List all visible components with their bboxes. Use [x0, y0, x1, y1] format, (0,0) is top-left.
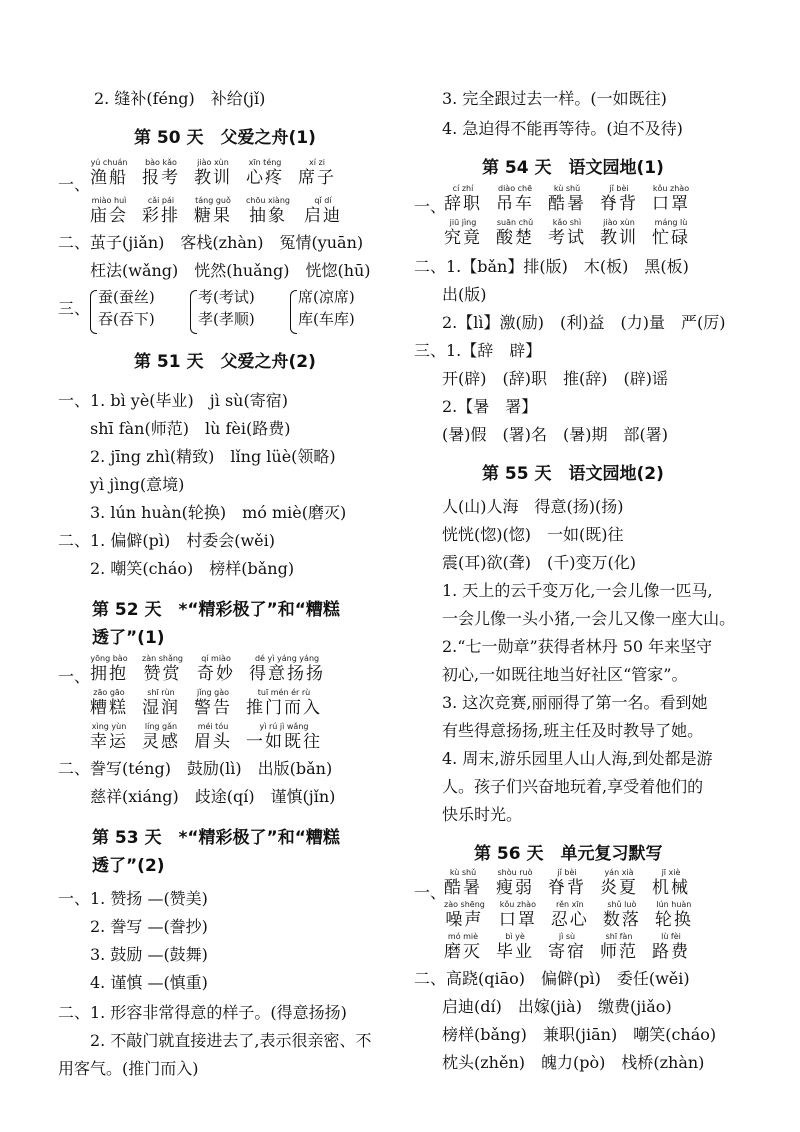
pinyin-text: shòu ruò [497, 868, 533, 877]
word-with-pinyin [197, 654, 235, 684]
answer-line: 用客气。(推门而入) [58, 1059, 199, 1078]
word-with-pinyin [444, 218, 482, 248]
pinyin-text: diào chē [497, 184, 533, 193]
word-with-pinyin [652, 184, 690, 214]
brace-entry: 库(车库) [298, 310, 355, 328]
chinese-word: 轮换 [654, 910, 693, 930]
chinese-word: 究竟 [444, 228, 482, 248]
chinese-word: 湿润 [142, 698, 180, 718]
pinyin-text: jī xiè [661, 868, 681, 877]
section-heading-day53-cont: 透了”(2) [92, 856, 165, 876]
pinyin-text: miào huì [91, 196, 127, 205]
answer-line: 2.“七一勋章”获得者林丹 50 年来坚守 [442, 637, 713, 656]
section-heading-day55: 第 55 天 语文园地(2) [482, 464, 664, 484]
chinese-word: 口罩 [652, 194, 690, 214]
answer-line: 一会儿像一头小猪,一会儿又像一座大山。 [442, 609, 736, 628]
item-label: 一、 [414, 883, 447, 902]
pinyin-text: kù shǔ [553, 184, 581, 193]
section-heading-day52-cont: 透了”(1) [92, 628, 165, 648]
chinese-word: 忙碌 [652, 228, 690, 248]
section-heading-day56: 第 56 天 单元复习默写 [474, 844, 663, 864]
pinyin-text: rěn xīn [556, 900, 584, 909]
answer-line: 出(版) [442, 285, 487, 304]
chinese-word: 启迪 [303, 206, 342, 226]
word-with-pinyin [298, 158, 336, 188]
chinese-word: 酸楚 [496, 228, 534, 248]
brace-mark [90, 290, 97, 334]
answer-line: 3. 完全跟过去一样。(一如既往) [442, 89, 667, 108]
word-with-pinyin [194, 196, 232, 226]
pinyin-text: bì yè [505, 932, 525, 941]
section-heading-day50: 第 50 天 父爱之舟(1) [134, 128, 316, 148]
answer-line: 2.【lì】激(励) (利)益 (力)量 严(厉) [442, 313, 726, 332]
word-with-pinyin [548, 218, 586, 248]
pinyin-text: jǐng gào [196, 688, 229, 697]
pinyin-row [90, 158, 350, 188]
chinese-word: 脊背 [600, 194, 638, 214]
chinese-word: 炎夏 [600, 878, 638, 898]
pinyin-text: méi tóu [197, 722, 229, 731]
pinyin-text: jiū jìng [449, 218, 477, 227]
answer-line: 4. 谨慎 —(慎重) [90, 973, 208, 992]
word-with-pinyin [90, 196, 128, 226]
pinyin-text: yú chuán [90, 158, 128, 167]
answer-line: 开(辟) (辞)职 推(辞) (辟)谣 [442, 369, 668, 388]
answer-line: 三、1.【辞 辟】 [414, 341, 542, 360]
chinese-word: 考试 [548, 228, 586, 248]
word-with-pinyin [496, 184, 534, 214]
answer-line: 2. 誊写 —(誊抄) [90, 917, 208, 936]
answer-line: 恍恍(惚)(惚) 一如(既)往 [442, 525, 624, 544]
word-with-pinyin [194, 158, 232, 188]
answer-line: 2.【暑 署】 [442, 397, 538, 416]
word-with-pinyin [142, 158, 180, 188]
chinese-word: 心疼 [246, 168, 284, 188]
word-with-pinyin [603, 900, 641, 930]
chinese-word: 庙会 [90, 206, 128, 226]
word-with-pinyin [246, 158, 284, 188]
chinese-word: 抽象 [248, 206, 287, 226]
word-with-pinyin [142, 196, 180, 226]
answer-line: 枕头(zhěn) 魄力(pò) 栈桥(zhàn) [442, 1053, 705, 1072]
pinyin-row [444, 868, 704, 898]
word-with-pinyin [655, 900, 693, 930]
pinyin-text: tuī mén ér rù [257, 688, 311, 697]
pinyin-text: qí miào [201, 654, 231, 663]
pinyin-row [90, 654, 339, 684]
chinese-word: 酷暑 [548, 194, 586, 214]
answer-line: shī fàn(师范) lù fèi(路费) [90, 419, 291, 438]
answer-line: 2. 嘲笑(cháo) 榜样(bǎng) [90, 559, 295, 578]
chinese-word: 灵感 [142, 732, 180, 752]
answer-line: 二、1.【bǎn】排(版) 木(板) 黑(板) [414, 257, 689, 276]
answer-line: 二、茧子(jiǎn) 客栈(zhàn) 冤情(yuān) [58, 233, 364, 252]
word-with-pinyin [142, 688, 180, 718]
chinese-word: 数落 [602, 910, 641, 930]
section-heading-day54: 第 54 天 语文园地(1) [482, 158, 664, 178]
chinese-word: 彩排 [142, 206, 180, 226]
pinyin-text: kǒu zhào [499, 900, 536, 909]
pinyin-row [444, 184, 704, 214]
answer-line: 4. 周末,游乐园里人山人海,到处都是游 [442, 749, 713, 768]
chinese-word: 教训 [600, 228, 638, 248]
brace-mark [290, 290, 297, 334]
chinese-word: 奇妙 [197, 664, 236, 684]
pinyin-row [90, 196, 356, 226]
chinese-word: 毕业 [496, 942, 534, 962]
word-with-pinyin [600, 868, 638, 898]
word-with-pinyin [548, 932, 586, 962]
brace-group [298, 286, 355, 330]
answer-line: 初心,一如既往地当好社区“管家”。 [442, 665, 688, 684]
pinyin-text: kǎo shì [552, 218, 582, 227]
pinyin-text: cǎi pái [147, 196, 175, 205]
answer-line: 一、1. 赞扬 —(赞美) [58, 889, 208, 908]
pinyin-text: kǒu zhào [652, 184, 690, 193]
chinese-word: 瘦弱 [496, 878, 534, 898]
pinyin-text: lù fèi [661, 932, 681, 941]
chinese-word: 路费 [652, 942, 690, 962]
word-with-pinyin [444, 932, 482, 962]
pinyin-text: zàn shǎng [142, 654, 184, 663]
word-with-pinyin [600, 218, 638, 248]
answer-line: (暑)假 (署)名 (暑)期 部(署) [442, 425, 668, 444]
item-label: 一、 [58, 175, 91, 194]
chinese-word: 吊车 [496, 194, 534, 214]
pinyin-text: chōu xiàng [246, 196, 290, 205]
word-with-pinyin [600, 932, 638, 962]
answer-line: 慈祥(xiáng) 歧途(qí) 谨慎(jǐn) [90, 787, 336, 806]
word-with-pinyin [499, 900, 537, 930]
answer-line: 枉法(wǎng) 恍然(huǎng) 恍惚(hū) [90, 261, 371, 280]
pinyin-text: jiào xùn [603, 218, 635, 227]
item-label: 一、 [414, 197, 447, 216]
answer-line: 2. jīng zhì(精致) lǐng lüè(领略) [90, 447, 336, 466]
word-with-pinyin [652, 868, 690, 898]
brace-group [98, 286, 155, 330]
chinese-word: 一如既往 [246, 732, 322, 752]
pinyin-text: mó miè [447, 932, 479, 941]
word-with-pinyin [194, 722, 232, 752]
brace-group [198, 286, 255, 330]
pinyin-text: yì rú jì wǎng [259, 722, 309, 731]
chinese-word: 噪声 [445, 910, 484, 930]
pinyin-text: yōng bào [90, 654, 128, 663]
chinese-word: 忍心 [550, 910, 589, 930]
answer-line: 4. 急迫得不能再等待。(迫不及待) [442, 119, 683, 138]
word-with-pinyin [304, 196, 342, 226]
chinese-word: 口罩 [498, 910, 537, 930]
word-with-pinyin [90, 722, 128, 752]
pinyin-row [444, 932, 704, 962]
pinyin-row [90, 688, 336, 718]
pinyin-row [444, 218, 704, 248]
answer-line: 3. 这次竞赛,丽丽得了第一名。看到她 [442, 693, 708, 712]
pinyin-text: bào kǎo [145, 158, 177, 167]
pinyin-text: zào shēng [444, 900, 485, 909]
word-with-pinyin [496, 932, 534, 962]
answer-line: 震(耳)欲(聋) (千)变万(化) [442, 553, 636, 572]
pinyin-text: yán xià [604, 868, 634, 877]
chinese-word: 幸运 [90, 732, 128, 752]
section-heading-day53: 第 53 天 *“精彩极了”和“糟糕 [92, 828, 340, 848]
answer-line: yì jìng(意境) [90, 475, 185, 494]
pinyin-text: xí zi [309, 158, 325, 167]
word-with-pinyin [551, 900, 589, 930]
chinese-word: 教训 [194, 168, 232, 188]
pinyin-text: máng lù [654, 218, 688, 227]
answer-line: 二、1. 偏僻(pì) 村委会(wěi) [58, 531, 275, 550]
chinese-word: 师范 [600, 942, 638, 962]
section-heading-day51: 第 51 天 父爱之舟(2) [134, 352, 316, 372]
word-with-pinyin [496, 868, 534, 898]
pinyin-text: jiào xùn [197, 158, 229, 167]
word-with-pinyin [194, 688, 232, 718]
answer-line: 1. 天上的云千变万化,一会儿像一匹马, [442, 581, 713, 600]
word-with-pinyin [444, 184, 482, 214]
word-with-pinyin [90, 654, 128, 684]
chinese-word: 磨灭 [444, 942, 482, 962]
word-with-pinyin [246, 196, 290, 226]
answer-line: 榜样(bǎng) 兼职(jiān) 嘲笑(cháo) [442, 1025, 717, 1044]
chinese-word: 推门而入 [246, 698, 322, 718]
answer-line: 3. lún huàn(轮换) mó miè(磨灭) [90, 503, 347, 522]
answer-line: 2. 缝补(féng) 补给(jǐ) [94, 89, 266, 108]
word-with-pinyin [142, 722, 180, 752]
pinyin-text: líng gǎn [144, 722, 178, 731]
answer-line: 2. 不敲门就直接进去了,表示很亲密、不 [90, 1031, 372, 1050]
brace-entry: 蚕(蚕丝) [98, 288, 155, 306]
pinyin-text: shī fàn [605, 932, 633, 941]
answer-line: 启迪(dí) 出嫁(jià) 缴费(jiǎo) [442, 997, 672, 1016]
chinese-word: 拥抱 [90, 664, 128, 684]
chinese-word: 脊背 [548, 878, 586, 898]
brace-mark [190, 290, 197, 334]
word-with-pinyin [600, 184, 638, 214]
pinyin-text: lún huàn [656, 900, 692, 909]
pinyin-text: dé yì yáng yáng [254, 654, 320, 663]
word-with-pinyin [444, 868, 482, 898]
word-with-pinyin [444, 900, 485, 930]
chinese-word: 糖果 [194, 206, 232, 226]
chinese-word: 警告 [194, 698, 232, 718]
pinyin-text: jǐ bèi [609, 184, 629, 193]
word-with-pinyin [90, 158, 128, 188]
pinyin-text: táng guǒ [195, 196, 231, 205]
word-with-pinyin [246, 688, 322, 718]
item-label: 一、 [58, 667, 91, 686]
answer-line: 二、誊写(téng) 鼓励(lì) 出版(bǎn) [58, 759, 333, 778]
chinese-word: 寄宿 [548, 942, 586, 962]
chinese-word: 眉头 [194, 732, 232, 752]
answer-line: 快乐时光。 [442, 805, 523, 824]
pinyin-text: cí zhí [452, 184, 474, 193]
chinese-word: 渔船 [90, 168, 128, 188]
answer-line: 二、高跷(qiāo) 偏僻(pì) 委任(wěi) [414, 969, 690, 988]
chinese-word: 赞赏 [143, 664, 182, 684]
word-with-pinyin [652, 932, 690, 962]
chinese-word: 报考 [142, 168, 180, 188]
chinese-word: 席子 [298, 168, 336, 188]
pinyin-text: suān chǔ [496, 218, 534, 227]
brace-entry: 席(凉席) [298, 288, 355, 306]
chinese-word: 酷暑 [444, 878, 482, 898]
word-with-pinyin [496, 218, 534, 248]
pinyin-text: xīn téng [248, 158, 282, 167]
answer-line: 二、1. 形容非常得意的样子。(得意扬扬) [58, 1003, 347, 1022]
word-with-pinyin [548, 868, 586, 898]
chinese-word: 得意扬扬 [249, 664, 326, 684]
pinyin-text: jǐ bèi [557, 868, 577, 877]
chinese-word: 机械 [652, 878, 690, 898]
pinyin-text: shī rùn [147, 688, 175, 697]
pinyin-row [444, 900, 707, 930]
answer-line: 有些得意扬扬,班主任及时教导了她。 [442, 721, 704, 740]
pinyin-text: qǐ dí [314, 196, 332, 205]
word-with-pinyin [142, 654, 183, 684]
section-heading-day52: 第 52 天 *“精彩极了”和“糟糕 [92, 600, 340, 620]
item-label: 三、 [58, 299, 91, 318]
answer-line: 人(山)人海 得意(扬)(扬) [442, 497, 624, 516]
word-with-pinyin [249, 654, 325, 684]
answer-line: 3. 鼓励 —(鼓舞) [90, 945, 208, 964]
answer-line: 人。孩子们兴奋地玩着,享受着他们的 [442, 777, 704, 796]
pinyin-text: kù shǔ [449, 868, 477, 877]
brace-entry: 考(考试) [198, 288, 255, 306]
chinese-word: 辞职 [444, 194, 482, 214]
chinese-word: 糟糕 [90, 698, 128, 718]
pinyin-text: xìng yùn [91, 722, 127, 731]
brace-entry: 孝(孝顺) [198, 310, 255, 328]
brace-entry: 吞(吞下) [98, 310, 155, 328]
pinyin-text: zāo gāo [93, 688, 125, 697]
word-with-pinyin [246, 722, 322, 752]
word-with-pinyin [652, 218, 690, 248]
pinyin-text: jì sù [558, 932, 576, 941]
pinyin-row [90, 722, 336, 752]
word-with-pinyin [90, 688, 128, 718]
answer-line: 一、1. bì yè(毕业) jì sù(寄宿) [58, 391, 288, 410]
word-with-pinyin [548, 184, 586, 214]
pinyin-text: shǔ luò [607, 900, 637, 909]
